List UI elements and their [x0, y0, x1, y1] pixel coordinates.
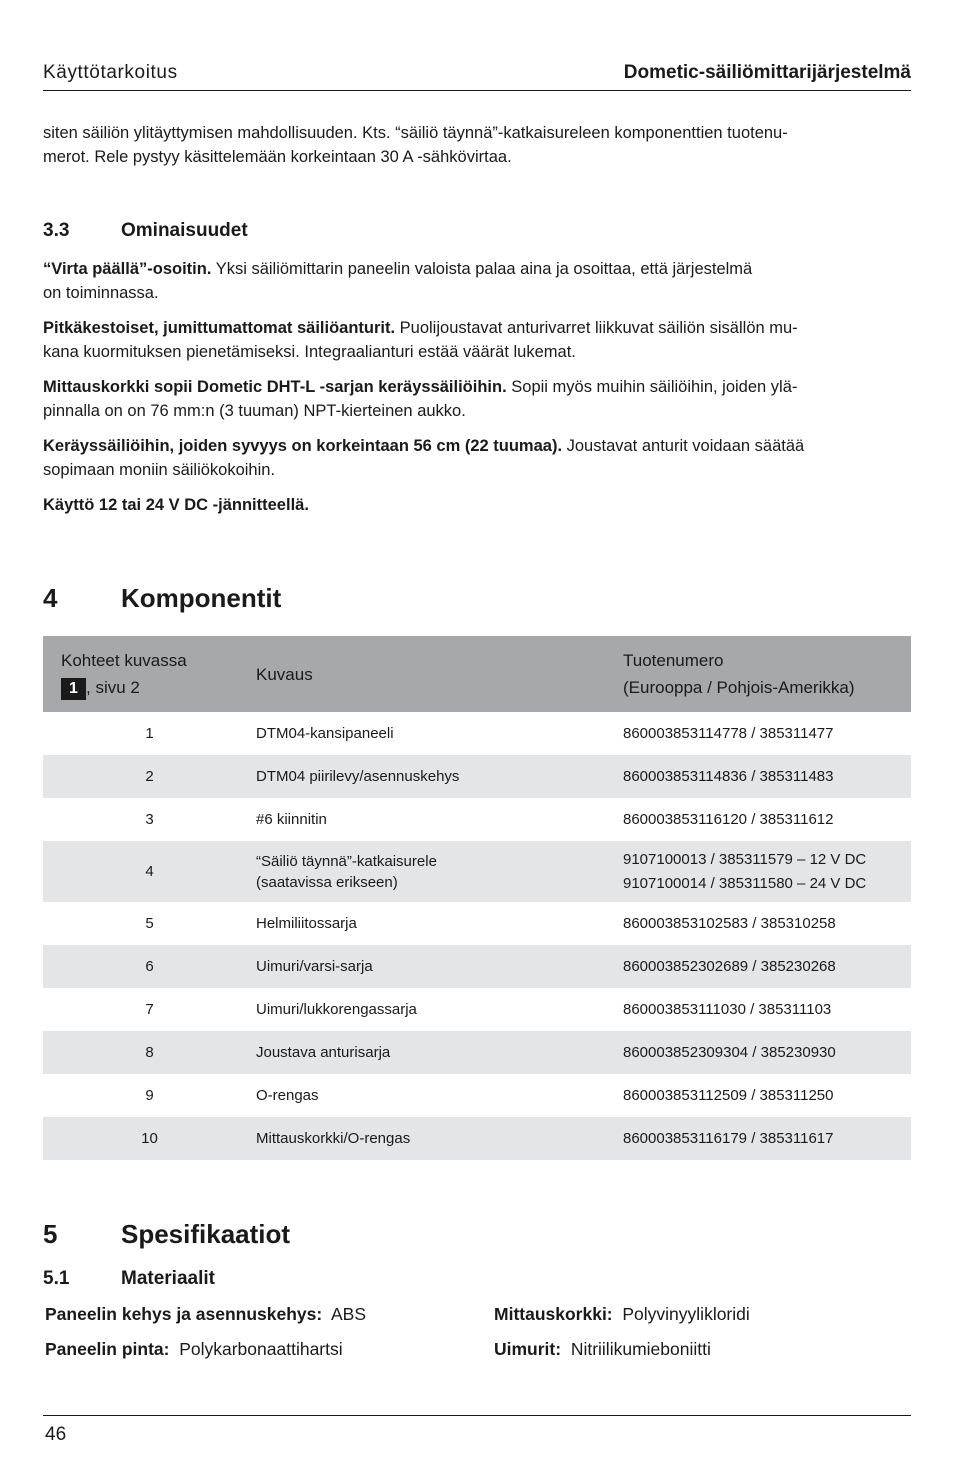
item-number-cell: 10 — [43, 1117, 256, 1160]
description-cell: Uimuri/lukkorengassarja — [256, 1001, 417, 1018]
item-number-cell: 8 — [43, 1031, 256, 1074]
feature-item — [43, 493, 911, 517]
table-row — [43, 1117, 911, 1160]
feature-text: Joustavat anturit voidaan säätää — [562, 437, 805, 455]
feature-text: pinnalla on on 76 mm:n (3 tuuman) NPT-kierteinen aukko. — [43, 402, 466, 420]
materials-list — [43, 1304, 911, 1374]
feature-item — [43, 375, 911, 423]
part-number-cell: 860003853102583 / 385310258 — [623, 915, 836, 932]
material-surface — [45, 1339, 343, 1360]
part-number-cell: 860003853111030 / 385311103 — [623, 1001, 832, 1018]
column-header-text: Kohteet kuvassa — [61, 651, 187, 670]
description-cell: Mittauskorkki/O-rengas — [256, 1117, 623, 1160]
materials-row — [43, 1339, 911, 1374]
table-row — [43, 1074, 911, 1117]
feature-title: “Virta päällä”-osoitin. — [43, 260, 212, 278]
part-number-cell: 860003853116179 / 385311617 — [623, 1117, 911, 1160]
material-value: Polyvinyylikloridi — [622, 1304, 750, 1324]
feature-text: Yksi säiliömittarin paneelin valoista palaa aina ja osoittaa, että järjestelmä — [211, 260, 753, 278]
description-line: “Säiliö täynnä”-katkaisurele — [256, 852, 437, 870]
column-header-text: Tuotenumero — [623, 651, 724, 670]
material-floats — [494, 1339, 711, 1360]
part-number-cell — [623, 841, 911, 902]
header-product-name: Dometic-säiliömittarijärjestelmä — [623, 62, 911, 83]
description-cell: DTM04 piirilevy/asennuskehys — [256, 755, 623, 798]
intro-line: siten säiliön ylitäyttymisen mahdollisuuden. Kts. “säiliö täynnä”-katkaisureleen komponenttien tuotenu- — [43, 124, 788, 142]
section-number: 5 — [43, 1219, 58, 1249]
item-number-cell: 5 — [145, 915, 154, 932]
item-number-cell: 6 — [43, 945, 256, 988]
section-title: Ominaisuudet — [121, 220, 248, 241]
item-number-cell: 7 — [145, 1001, 154, 1018]
item-number-cell: 1 — [145, 725, 154, 742]
column-header-description: Kuvaus — [256, 636, 623, 712]
table-row — [43, 988, 911, 1031]
table-row — [43, 755, 911, 798]
feature-title: Keräyssäiliöihin, joiden syvyys on korkeintaan 56 cm (22 tuumaa). — [43, 437, 563, 455]
section-title: Spesifikaatiot — [121, 1219, 291, 1249]
part-number-cell: 860003853114836 / 385311483 — [623, 755, 911, 798]
material-label: Uimurit: — [494, 1339, 562, 1359]
item-number-cell: 4 — [43, 841, 256, 902]
feature-item — [43, 434, 911, 482]
item-number-cell: 9 — [145, 1087, 154, 1104]
section-title: Komponentit — [121, 583, 282, 613]
table-row — [43, 841, 911, 902]
part-number-cell: 860003853112509 / 385311250 — [623, 1087, 834, 1104]
material-label: Paneelin pinta: — [45, 1339, 170, 1359]
column-header-text: , sivu 2 — [86, 678, 140, 697]
part-number-cell: 860003853114778 / 385311477 — [623, 725, 834, 742]
part-number-cell: 860003852302689 / 385230268 — [623, 945, 911, 988]
section-number: 4 — [43, 583, 58, 613]
table-row — [43, 902, 911, 945]
section-5-1-heading — [43, 1268, 215, 1290]
section-number: 5.1 — [43, 1268, 70, 1289]
description-cell: #6 kiinnitin — [256, 811, 327, 828]
description-line: (saatavissa erikseen) — [256, 873, 398, 891]
page-number: 46 — [45, 1424, 67, 1445]
description-cell — [256, 841, 623, 902]
part-number-line: 9107100014 / 385311580 – 24 V DC — [623, 874, 867, 892]
table-row — [43, 1031, 911, 1074]
description-cell: Helmiliitossarja — [256, 915, 357, 932]
table-row — [43, 712, 911, 755]
part-number-cell: 860003852309304 / 385230930 — [623, 1031, 911, 1074]
description-cell: Joustava anturisarja — [256, 1031, 623, 1074]
materials-row — [43, 1304, 911, 1339]
footer-divider — [43, 1415, 911, 1416]
intro-line: merot. Rele pystyy käsittelemään korkeintaan 30 A -sähkövirtaa. — [43, 148, 512, 166]
column-header-part-number — [623, 636, 911, 712]
feature-item — [43, 257, 911, 305]
feature-title: Käyttö 12 tai 24 V DC -jännitteellä. — [43, 496, 309, 514]
column-header-items — [43, 636, 256, 712]
material-label: Mittauskorkki: — [494, 1304, 613, 1324]
figure-reference-badge: 1 — [61, 678, 86, 700]
part-number-line: 9107100013 / 385311579 – 12 V DC — [623, 850, 867, 868]
table-header-row — [43, 636, 911, 712]
column-header-text: (Eurooppa / Pohjois-Amerikka) — [623, 678, 855, 697]
description-cell: DTM04-kansipaneeli — [256, 725, 394, 742]
feature-text: Puolijoustavat anturivarret liikkuvat säiliön sisällön mu- — [395, 319, 798, 337]
feature-text: on toiminnassa. — [43, 284, 159, 302]
header-section-name: Käyttötarkoitus — [43, 62, 178, 83]
material-label: Paneelin kehys ja asennuskehys: — [45, 1304, 323, 1324]
feature-text: kana kuormituksen pienetämiseksi. Integraalianturi estää väärät lukemat. — [43, 343, 576, 361]
section-3-3-heading — [43, 220, 248, 242]
feature-text: sopimaan moniin säiliökokoihin. — [43, 461, 276, 479]
page-header — [43, 60, 911, 91]
item-number-cell: 3 — [145, 811, 154, 828]
features-list — [43, 257, 911, 528]
feature-title: Mittauskorkki sopii Dometic DHT-L -sarjan keräyssäiliöihin. — [43, 378, 507, 396]
description-cell: Uimuri/varsi-sarja — [256, 945, 623, 988]
description-cell: O-rengas — [256, 1087, 319, 1104]
material-cap — [494, 1304, 750, 1325]
section-4-heading — [43, 583, 281, 614]
feature-item — [43, 316, 911, 364]
feature-title: Pitkäkestoiset, jumittumattomat säiliöanturit. — [43, 319, 396, 337]
feature-text: Sopii myös muihin säiliöihin, joiden ylä- — [506, 378, 798, 396]
section-title: Materiaalit — [121, 1268, 215, 1289]
material-frame — [45, 1304, 366, 1325]
material-value: ABS — [331, 1304, 367, 1324]
section-number: 3.3 — [43, 220, 70, 241]
table-row — [43, 798, 911, 841]
part-number-cell: 860003853116120 / 385311612 — [623, 811, 834, 828]
table-row — [43, 945, 911, 988]
material-value: Nitriilikumieboniitti — [570, 1339, 711, 1359]
section-5-heading — [43, 1219, 290, 1250]
components-table — [43, 636, 911, 1160]
material-value: Polykarbonaattihartsi — [179, 1339, 343, 1359]
intro-paragraph — [43, 121, 911, 169]
item-number-cell: 2 — [43, 755, 256, 798]
